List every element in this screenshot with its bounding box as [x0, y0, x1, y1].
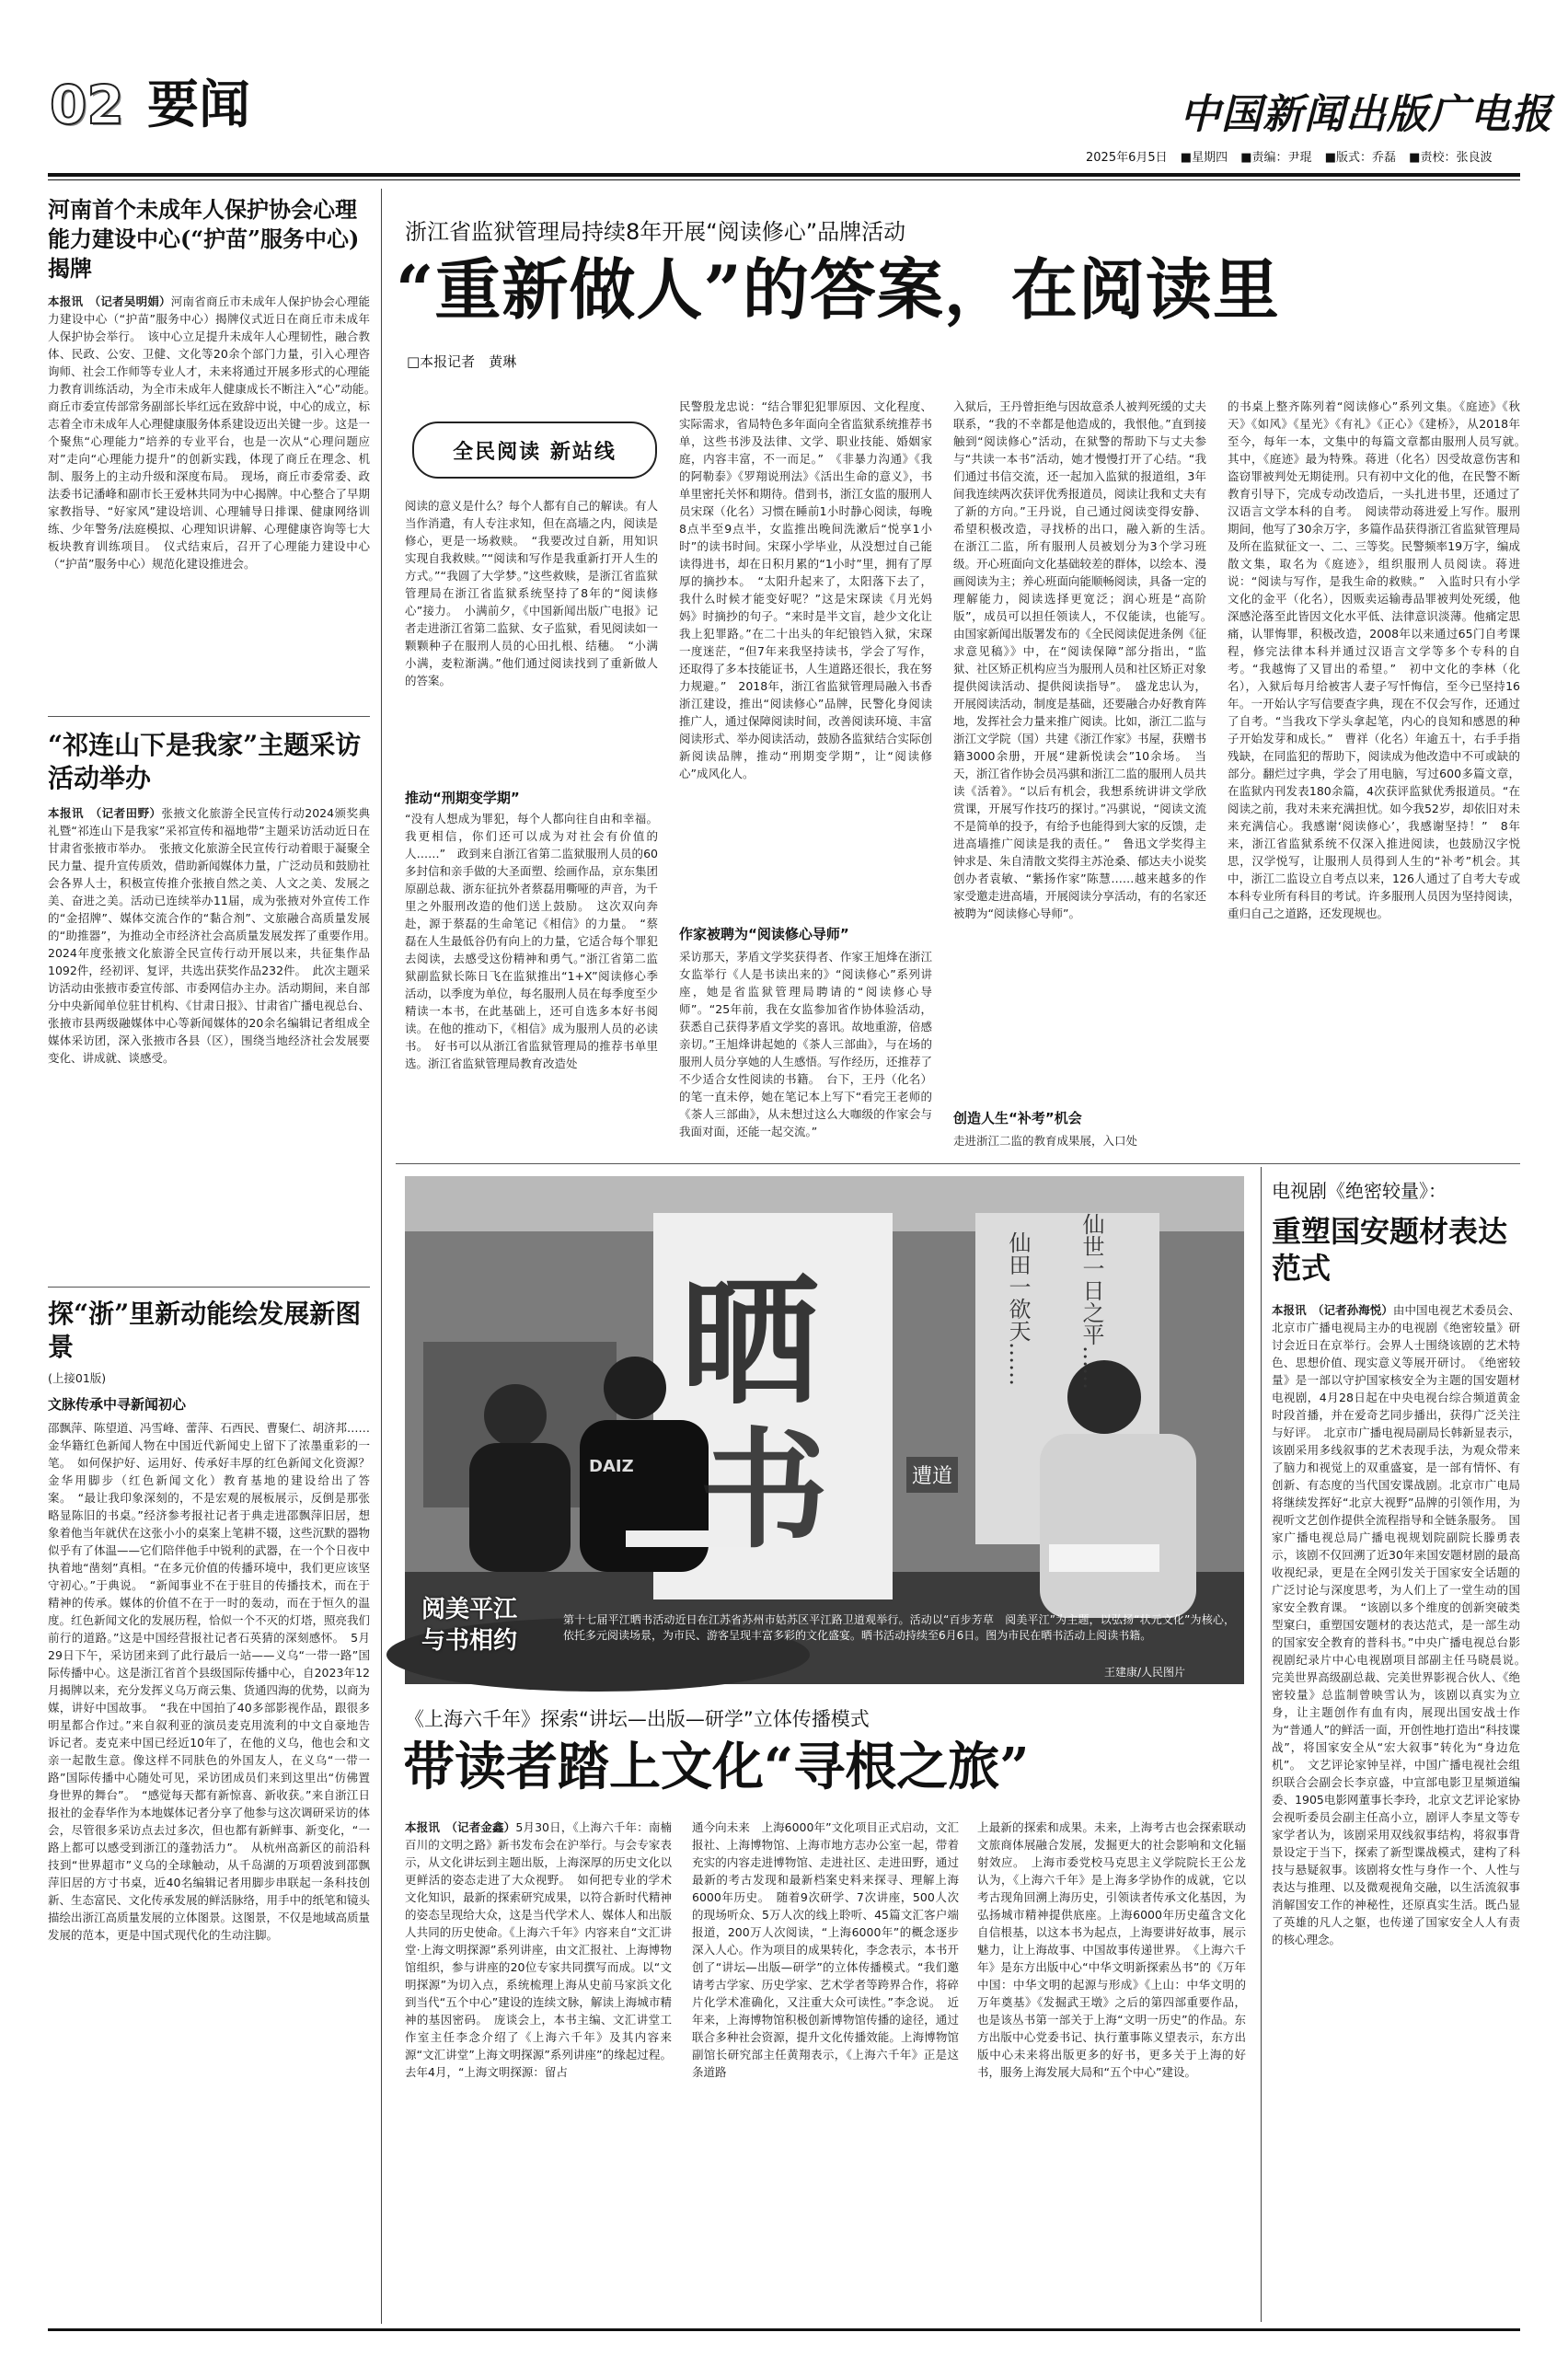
byline: 本报讯 （记者金鑫） — [405, 1820, 516, 1834]
feature-col-2b: 采访那天，茅盾文学奖获得者、作家王旭烽在浙江女监举行《人是书读出来的》“阅读修心”系列讲座，她是省监狱管理局聘请的“阅读修心导师”。“25年前，我在女监参加省作协体验活动，获悉自己获得茅盾文学奖的喜讯。故地重游，倍感亲切。”王旭烽讲起她的《茶人三部曲》，与在场的服刑人员分享她的人生感悟。写作经历，还推荐了不少适合女性阅读的书籍。 台下，王丹（化名）的笔一直未停，她在笔记本上写下“看完王老师的《茶人三部曲》，从未想过这么大咖级的作家会与我面对面，还能一起交流。” — [679, 950, 933, 1138]
article-title: “祁连山下是我家”主题采访活动举办 — [48, 730, 362, 793]
page-number-badge: 02 — [50, 74, 124, 136]
byline: 本报讯 （记者吴明娟） — [48, 294, 171, 308]
banner-character-2: 书 — [699, 1415, 829, 1566]
reading-badge — [412, 422, 657, 479]
masthead-rule-thin — [48, 179, 1520, 180]
reading-badge-label: 全民阅读 新站线 — [453, 440, 617, 464]
bottom-col-2: 通今向未来 上海6000年”文化项目正式启动，文汇报社、上海博物馆、上海市地方志办公室一起，带着充实的内容走进博物馆、走进社区、走进田野，通过最新的考古发现和最新档案史料来探寻、理解上海6000年历史。 随着9次研学、7次讲座，500人次的现场听众、5万人次的线上聆听、45篇文汇客户端报道，200万人次阅读，“上海6000年”的概念逐步深入人心。作为项目的成果转化，李念表示，本书开创了“讲坛—出版—研学”的立体传播模式。“我们邀请考古学家、历史学家、艺术学者等跨界合作，将碎片化学术准确化，又注重大众可读性。”李念说。 近年来，上海博物馆积极创新博物馆传播的途径，通过联合多种社会资源，提升文化传播效能。上海博物馆副馆长研究部主任黄翔表示，《上海六千年》正是这条道路 — [692, 1820, 959, 2079]
right-article — [1272, 1178, 1532, 2323]
couplet-left: 仙田一欲天…… — [1005, 1231, 1031, 1386]
paper-logo: 中国新闻出版广电报 — [1180, 91, 1552, 138]
feature-bottom-rule — [396, 1163, 1520, 1164]
article-title: 河南首个未成年人保护协会心理能力建设中心(“护苗”服务中心)揭牌 — [48, 196, 360, 282]
article-body: 本报讯 （记者田野）张掖文化旅游全民宣传行动2024颁奖典礼暨“祁连山下是我家”采祁宣传和福地带”主题采访活动近日在甘肃省张掖市举办。 张掖文化旅游全民宣传行动着眼于凝聚全民力量、提升宣传质效，借助新闻媒体力量，广泛动员和鼓励社会各界人士，积极宣传推介张掖自然之美、人文之美、发展之美、奋进之美。活动已连续举办11届，成为张掖对外宣传工作的“金招牌”、媒体交流合作的“黏合剂”、文旅融合高质量发展的“助推器”，为推动全市经济社会高质量发展发挥了重要作用。 2024年度张掖文化旅游全民宣传行动开展以来，共征集作品1092件，经初评、复评，共选出获奖作品232件。 此次主题采访活动由张掖市委宣传部、市委网信办主办。活动期间，来自部分中央新闻单位驻甘机构、《甘肃日报》、甘肃省广播电视总台、张掖市县两级融媒体中心等新闻媒体的20余名编辑记者组成全媒体采访团，深入张掖市各县（区），围绕当地经济社会发展要变化、讲成就、谈感受。 — [48, 806, 382, 1065]
photo-credit: 王建康/人民图片 — [1104, 1666, 1186, 1679]
proofreader: 责校：张良波 — [1420, 151, 1493, 165]
feature-col-2: 民警殷龙忠说：“结合罪犯犯罪原因、文化程度、实际需求，省局特色多年面向全省监狱系统推荐书单，这些书涉及法律、文学、职业技能、婚姻家庭，内容丰富，不一而足。” 《非暴力沟通》《我的阿勒泰》《罗翔说刑法》《活出生命的意义》，书单里密托关怀和期待。借到书，浙江女监的服刑人员宋琛（化名）习惯在睡前1小时静心阅读，每晚8点半至9点半，女监推出晚间洗漱后“悦享1小时”的读书时间。宋琛小学毕业，从没想过自己能读得进书，却在日积月累的“1小时”里，拥有了厚厚的摘抄本。 “太阳升起来了，太阳落下去了，我什么时候才能变好呢？”这是宋琛读《月光妈妈》时摘抄的句子。“来时是半文盲，趁少文化让我上犯罪路。”在二十出头的年纪锒铛入狱，宋琛一度迷茫，“但7年来我坚持读书，学会了写作，还取得了多本技能证书，人生道路还很长，我在努力规避。” 2018年，浙江省监狱管理局融入书香浙江建设，推出“阅读修心”品牌，民警化身阅读推广人，通过保障阅读时间，改善阅读环境、丰富阅读形式、举办阅读活动，鼓励各监狱结合实际创新阅读品牌，推动“刑期变学期”，让“阅读修心”成风化人。 — [679, 399, 933, 780]
article-kicker: 电视剧《绝密较量》： — [1272, 1180, 1447, 1202]
couplet-right: 仙世一日之平…… — [1078, 1213, 1104, 1390]
feature-col-1: 阅读的意义是什么？每个人都有自己的解读。有人当作消遣，有人专注求知，但在高墙之内，阅读是修心，更是一场救赎。 “我要改过自新，用知识实现自我救赎。”“阅读和写作是我重新打开人生的方式。”“我圆了大学梦。”这些救赎，是浙江省监狱管理局在浙江省监狱系统坚持了8年的“阅读修心”接力。 小满前夕，《中国新闻出版广电报》记者走进浙江省第二监狱、女子监狱，看见阅读如一颗颗种子在服刑人员的心田扎根、结穗。 “小满小满，麦粒渐满。”他们通过阅读找到了重新做人的答案。 — [405, 499, 659, 687]
article-title: 探“浙”里新动能绘发展新图景 — [48, 1299, 362, 1362]
page-bottom-rule — [48, 2328, 1520, 2331]
feature-subhead-1: 推动“刑期变学期” — [405, 790, 520, 806]
article-title: 重塑国安题材表达范式 — [1272, 1214, 1508, 1286]
subheading: 文脉传承中寻新闻初心 — [48, 1396, 187, 1413]
feature-byline: □本报记者 黄琳 — [407, 353, 517, 370]
left-divider-1 — [48, 716, 370, 717]
weekday: 星期四 — [1192, 151, 1228, 165]
shirt-text: DAIZ — [589, 1457, 634, 1476]
photo-caption-title: 阅美平江 与书相约 — [421, 1596, 518, 1655]
left-article-1 — [48, 195, 382, 679]
designer: 版式：乔磊 — [1335, 151, 1396, 165]
sign-text: 遭道 — [906, 1457, 958, 1493]
bottom-col-3: 上最新的探索和成果。未来，上海考古也会探索联动文旅商体展融合发展，发掘更大的社会影响和文化辐射效应。 上海市委党校马克思主义学院院长王公龙认为，《上海六千年》是上海多学协作的成就，它以考古现角回溯上海历史，引领读者传承文化基因，为弘扬城市精神提供底座。上海6000年历史蕴含文化自信根基，以这本书为起点，上海要讲好故事，展示魅力，让上海故事、中国故事传递世界。 《上海六千年》是东方出版中心“中华文明新探索丛书”的《万年中国：中华文明的起源与形成》《上山：中华文明的万年奠基》《发掘武王墩》之后的第四部重要作品，也是该丛书第一部关于上海“文明一历史”的作品。东方出版中心党委书记、执行董事陈义望表示，东方出版中心未来将出版更多的好书，更多关于上海的好书，服务上海发展大局和“五个中心”建设。 — [977, 1820, 1246, 2079]
feature-kicker: 浙江省监狱管理局持续8年开展“阅读修心”品牌活动 — [405, 219, 906, 245]
article-body: 本报讯 （记者吴明娟）河南省商丘市未成年人保护协会心理能力建设中心（“护苗”服务中心）揭牌仪式近日在商丘市未成年人保护协会举行。 该中心立足提升未成年人心理韧性，融合教体、民政、公安、卫健、文化等20余个部门力量，引入心理咨询师、社会工作师等专业人才，未来将通过开展多形式的心理能力教育训练活动，为全市未成年人健康成长不断注入“心”动能。 商丘市委宣传部常务副部长毕红远在致辞中说，中心的成立，标志着全市未成年人心理健康服务体系建设迈出关键一步。这是一个聚焦“心理能力”培养的专业平台，也是一次从“心理问题应对”走向“心理能力提升”的创新实践，体现了商丘在理念、机制、服务上的主动升级和深度布局。 现场，商丘市委常委、政法委书记潘峰和副市长王爱林共同为中心揭牌。中心整合了早期家教指导、“好家风”建设培训、心理辅导日排课、健康网络训练、少年警务/法庭模拟、心理知识讲解、心理健康咨询等七大板块教育训练项目。 仪式结束后，召开了心理能力建设中心（“护苗”服务中心）规范化建设推进会。 — [48, 294, 382, 571]
editor: 责编：尹琨 — [1251, 151, 1312, 165]
bottom-kicker: 《上海六千年》探索“讲坛—出版—研学”立体传播模式 — [405, 1708, 870, 1730]
section-name: 要闻 — [147, 75, 250, 135]
bottom-col-1: 本报讯 （记者金鑫）5月30日，《上海六千年：南楠百川的文明之路》新书发布会在沪举行。与会专家表示，从文化讲坛到主题出版，上海深厚的历史文化以更鲜活的姿态走进了大众视野。 如何把专业的学术文化知识，最新的探索研究成果，以符合新时代精神的姿态呈现给大众，这是当代学术人、媒体人和出版人共同的历史使命。《上海六千年》内容来自“文汇讲堂·上海文明探源”系列讲座，由文汇报社、上海博物馆组织，参与讲座的20位专家共同撰写而成。以“文明探源”为切入点，系统梳理上海从史前马家浜文化到当代“五个中心”建设的连续文脉，解读上海城市精神的基因密码。 庞谈会上，本书主编、文汇讲堂工作室主任李念介绍了《上海六千年》及其内容来源“文汇讲堂”上海文明探源”系列讲座”的缘起过程。去年4月，“上海文明探源：留占 — [405, 1820, 672, 2079]
left-article-3 — [48, 1298, 370, 2339]
left-divider-2 — [48, 1287, 370, 1288]
masthead-rule — [48, 173, 1520, 177]
feature-col-4: 的书桌上整齐陈列着“阅读修心”系列文集。《庭迹》《秋天》《如风》《星光》《有礼》《正心》《建桥》，从2018年至今，每年一本，文集中的每篇文章都由服刑人员写就。 其中，《庭迹》最为特殊。蒋进（化名）因受故意伤害和盗窃罪被判处无期徒刑。只有初中文化的他，在民警不断教育引导下，完成专动改造后，一头扎进书里，还通过了汉语言文学本科的自考。 阅读带动蒋进爱上写作。服刑期间，他写了30余万字，多篇作品获得浙江省监狱管理局及所在监狱征文一、二、三等奖。民警频率19万字，编成散文集，取名为《庭迹》，组织服刑人员阅读。蒋进说：“阅读与写作，是我生命的救赎。” 入监时只有小学文化的金平（化名），因贩卖运输毒品罪被判处死缓，他深感沦落至此皆因文化水平低、法律意识淡薄。他痛定思痛，认罪悔罪，积极改造，2008年以来通过65门自考课程，修完法律本科并通过汉语言文学等多个专科的自考。“我越悔了又冒出的希望。” 初中文化的李林（化名），入狱后每月给被害人妻子写忏悔信，至今已坚持16年。一开始认字写信要查字典，现在不仅会写作，还通过了自考。“当我攻下学头拿起笔，内心的良知和感恩的种子开始发芽和成长。” 曹祥（化名）年逾五十，右手手指残缺，在同监犯的帮助下，阅读成为他改造中不可或缺的部分。翻烂过字典，学会了用电脑，写过600多篇文章，在监狱内刊发表180余篇，4次获评监狱优秀报道员。“在阅读之前，我对未来充满担忧。如今我52岁，却依旧对未来充满信心。我感谢‘阅读修心’，我感谢坚持！” 8年来，浙江省监狱系统不仅深入推进阅读，也鼓励汉字悦思，汉学悦写，让服刑人员得到人生的“补考”机会。其中，浙江二监设立自考点以来，126人通过了自考大专或本科专业所有科目的考试。许多服刑人员因为坚持阅读，重归自己之道路，还发现规也。 — [1228, 399, 1532, 920]
continued-note: (上接01版) — [48, 1371, 107, 1385]
feature-subhead-3: 创造人生“补考”机会 — [953, 1110, 1082, 1126]
news-photo — [405, 1176, 1244, 1684]
feature-col-3: 入狱后，王丹曾拒绝与因故意杀人被判死缓的丈夫联系，“我的不幸都是他造成的，我恨他。”直到接触到“阅读修心”活动，在狱警的帮助下与丈夫参与“共读一本书”活动，她才慢慢打开了心结。“我们通过书信交流，还一起加入监狱的报道组，3年间我连续两次获评优秀报道员，阅读让我和丈夫有了新的方向。”王丹说，自己通过阅读变得安静、希望积极改造，寻找桥的出口，融入新的生活。 在浙江二监，所有服刑人员被划分为3个学习班级。开心班面向文化基础较差的群体，以绘本、漫画阅读为主；养心班面向能顺畅阅读，具备一定的理解能力，阅读选择更宽泛；润心班是“高阶版”，成员可以担任领读人，不仅能读，也能写。 由国家新闻出版署发布的《全民阅读促进条例《征求意见稿》》中，在“阅读保障”部分指出，“监狱、社区矫正机构应当为服刑人员和社区矫正对象提供阅读活动、提供阅读指导”。 盛龙忠认为，开展阅读活动，制度是基础，还要融合办好教育阵地，发挥社会力量来推广阅读。比如，浙江二监与浙江文学院（国）共建《浙江作家》书屋，获赠书籍3000余册，开展“建新悦读会”10余场。 当天，浙江省作协会员冯骐和浙江二监的服刑人员共读《活着》。“以后有机会，我想系统讲讲文学欣赏课，开展写作技巧的探讨。”冯骐说，“阅读文流不是简单的投予，有给予也能得到大家的反馈，走进高墙推广阅读是我的责任。” 鲁迅文学奖得主钟求是、朱自清散文奖得主苏沧桑、郁达夫小说奖创办者袁敏、“紫扬作家”陈慧……越来越多的作家受邀走进高墙，开展阅读分享活动，有的名家还被聘为“阅读修心导师”。 — [953, 399, 1218, 920]
banner-character-1: 晒 — [681, 1262, 820, 1424]
byline: 本报讯 （记者田野） — [48, 806, 162, 820]
feature-subhead-2: 作家被聘为“阅读修心导师” — [679, 926, 849, 942]
right-column-divider — [1261, 1167, 1262, 2322]
article-body: 本报讯 （记者孙海悦）由中国电视艺术委员会、北京市广播电视局主办的电视剧《绝密较量》研讨会近日在京举行。会界人士围绕该剧的艺术特色、思想价值、现实意义等展开研讨。 《绝密较量》是一部以守护国家核安全为主题的国安题材电视剧，4月28日起在中央电视台综合频道黄金时段首播，并在爱奇艺同步播出，获得广泛关注与好评。 北京市广播电视局副局长韩新显表示，该剧采用多线叙事的艺术表现手法，为观众带来了脑力和视觉上的双重盛宴，是一部有情怀、有创新、有态度的当代国安谍战剧。北京市广电局将继续发挥好“北京大视野”品牌的引领作用，为视听文艺创作提供全流程指导和全链条服务。 国家广播电视总局广播电视规划院副院长滕勇表示，该剧不仅回溯了近30年来国安题材剧的最高收视纪录，更是在全网引发关于国家安全话题的广泛讨论与深度思考，为人们上了一堂生动的国家安全教育课。 “该剧以多个维度的创新突破类型窠臼，重塑国安题材的表达范式，是一部生动的国家安全教育的普科书。”中央广播电视总台影视剧纪录片中心电视剧项目部副主任马晓晨说。 完美世界高级副总裁、完美世界影视合伙人、《绝密较量》总监制曾映雪认为，该剧以真实为立身，让主题创作有血有肉，展现出国安战士作为“普通人”的鲜活一面，开创性地打造出“科技谍战”，将国家安全从“宏大叙事”转化为“身边危机”。 文艺评论家钟呈祥，中国广播电视社会组织联合会副会长李京盛，中宣部电影卫星频道编委、1905电影网董事长李玲，北京文艺评论家协会视听委员会副主任高小立，剧评人李星文等专家学者认为，该剧采用双线叙事结构，将叙事背景设定于当下，探索了新型谍战模式，建构了科技与悬疑叙事。该剧将女性与身作一个、人性与表达与推理、以及微观视角交融，以生活流叙事消解国安工作的神秘性，还原真实生活。既凸显了英雄的凡人之躯，也传递了国家安全人人有责的核心理念。 — [1272, 1303, 1532, 1946]
feature-col-1b: “没有人想成为罪犯，每个人都向往自由和幸福。我更相信，你们还可以成为对社会有价值的人……” 政到来自浙江省第二监狱服刑人员的60多封信和亲手做的大圣面塑、绘画作品，京东集团原副总裁、浙东征抗外者蔡磊用嘶哑的声音，为千里之外服刑改造的他们送上鼓励。 这次双向奔赴，源于蔡磊的生命笔记《相信》的力量。 “蔡磊在人生最低谷仍有向上的力量，它适合每个罪犯去阅读，去感受这份精神和勇气。”浙江省第二监狱副监狱长陈日飞在监狱推出“1+X”阅读修心季活动，以季度为单位，每名服刑人员在每季度至少精读一本书，在此基础上，还可自选多本好书阅读。在他的推动下，《相信》成为服刑人员的必读书。 好书可以从浙江省监狱管理局的推荐书单里选。浙江省监狱管理局教育改造处 — [405, 812, 659, 1070]
byline: 本报讯 （记者孙海悦） — [1272, 1303, 1393, 1317]
article-body: 邵飘萍、陈望道、冯雪峰、蕾萍、石西民、曹聚仁、胡济邦……金华籍红色新闻人物在中国近代新闻史上留下了浓墨重彩的一笔。 如何保护好、运用好、传承好丰厚的红色新闻文化资源？金华用脚步（红色新闻文化）教育基地的建设给出了答案。 “最让我印象深刻的，不是宏观的展板展示，反倒是那张略显陈旧的书桌。”经济参考报社记者于典走进邵飘萍旧居，想象着他当年就伏在这张小小的桌案上笔耕不辍，这些沉默的器物似乎有了体温——它们陪伴他手中锐利的武器，在一个个日夜中执着地“凿刻”真相。“在多元价值的传播环境中，我们更应该坚守初心。”于典说。 “新闻事业不在于驻目的传播技术，而在于精神的传承。媒体的价值不在于一时的轰动，而在于恒久的温度。红色新闻文化的发展历程，恰似一个不灭的灯塔，照亮我们前行的道路。”这是中国经营报社记者石英猜的深刻感怀。 5月29日下午，采访团来到了此行最后一站——义乌“一带一路”国际传播中心。这是浙江省首个县级国际传播中心，自2023年12月揭牌以来，充分发挥义乌万商云集、货通四海的优势，以商为媒，讲好中国故事。 “我在中国拍了40多部影视作品，跟很多明星都合作过。”来自叙利亚的演员麦克用流利的中文自豪地告诉记者。麦克来中国已经近10年了，在他的义乌，他也会和文亲一起散生意。像这样不同肤色的外国友人，在义乌“一带一路”国际传播中心随处可见，采访团成员们来到这里出“仿佛置身世界的舞台”。 “感觉每天都有新惊喜、新收获。”来自浙江日报社的金春华作为本地媒体记者分享了他参与这次调研采访的体会，尽管很多采访点去过多次，但也都有新鲜事、新变化，“一路上都可以感受到浙江的蓬勃活力”。 从杭州高新区的前沿科技到“世界超市”义乌的全球触动，从千岛湖的万项碧波到邵飘萍旧居的方寸书桌，近40名编辑记者用脚步串联起一条科技创新、生态富民、文化传承发展的鲜活脉络，用手中的纸笔和镜头描绘出浙江高质量发展的立体图景。这图景，不仅是地域高质量发展的范本，更是中国式现代化的生动注脚。 — [48, 1421, 371, 1942]
feature-col-3b: 走进浙江二监的教育成果展，入口处 — [953, 1134, 1138, 1148]
photo-caption: 第十七届平江晒书活动近日在江苏省苏州市姑苏区平江路卫道观举行。活动以“百步芳草 阅美平江”为主题，以弘扬“状元文化”为核心，依托多元阅读场景，为市民、游客呈现丰富多彩的文化盛宴。晒书活动持续至6月6日。图为市民在晒书活动上阅读书籍。 — [563, 1613, 1235, 1642]
feature-headline: “重新做人”的答案，在阅读里 — [396, 250, 1280, 329]
issue-info-bar: 2025年6月5日 ■星期四 ■责编：尹琨 ■版式：乔磊 ■责校：张良波 — [1086, 151, 1493, 165]
left-article-2 — [48, 729, 382, 1283]
date: 2025年6月5日 — [1086, 151, 1168, 165]
bottom-headline: 带读者踏上文化“寻根之旅” — [403, 1737, 1030, 1797]
left-column-divider — [381, 189, 382, 2324]
